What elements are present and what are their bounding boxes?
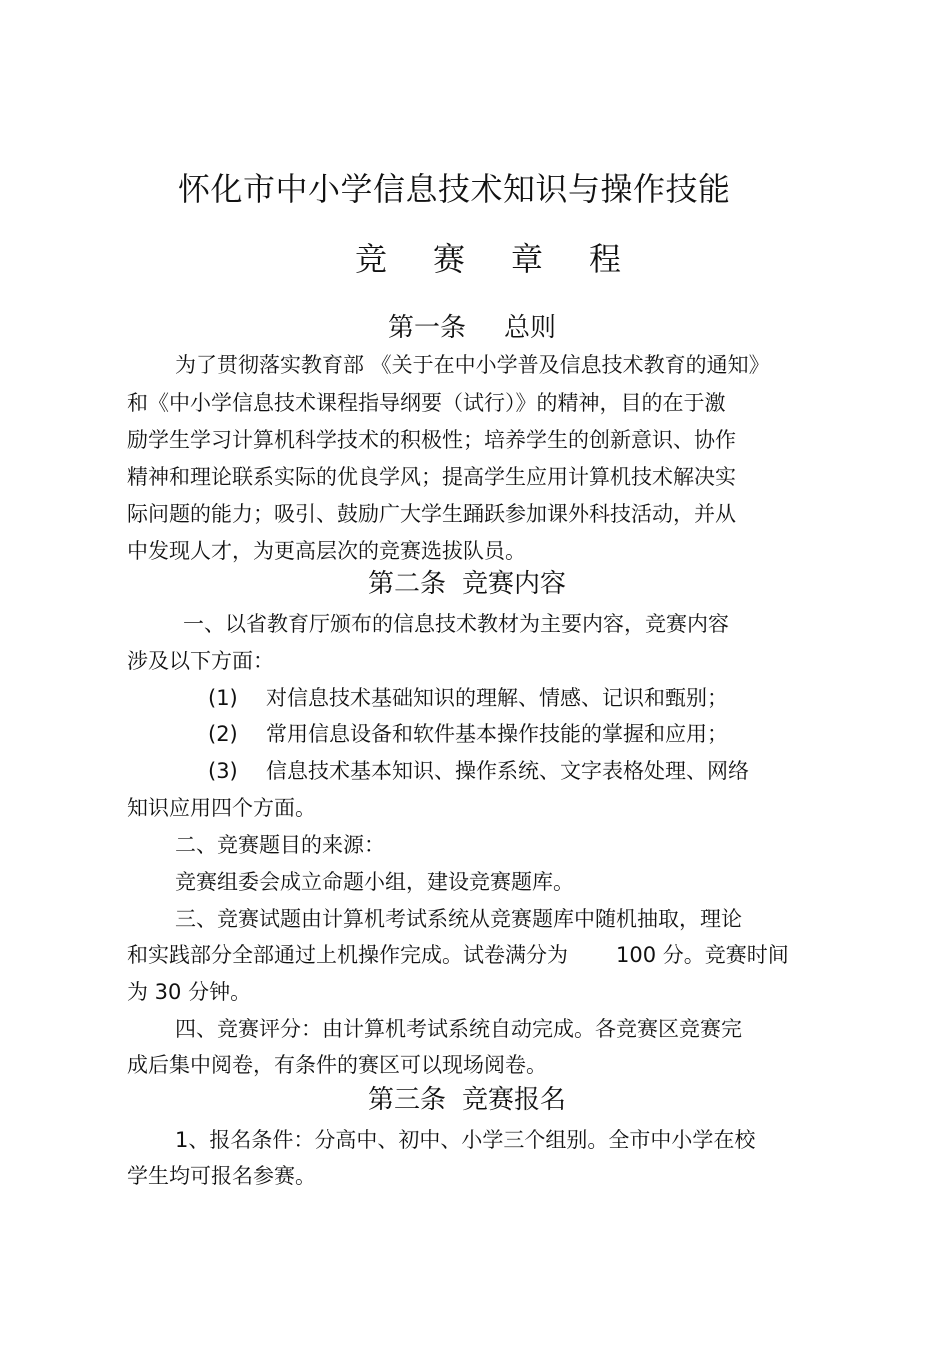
paragraph-line: 为 30 分钟。 xyxy=(127,980,252,1004)
article-2-number: 第二条 xyxy=(368,569,447,599)
paragraph-line: 一、以省教育厅颁布的信息技术教材为主要内容，竞赛内容 xyxy=(183,612,729,636)
paragraph-line: 中发现人才，为更高层次的竞赛选拔队员。 xyxy=(127,539,526,563)
list-item-text: 对信息技术基础知识的理解、情感、记识和甄别； xyxy=(266,686,728,710)
paragraph-line: 成后集中阅卷，有条件的赛区可以现场阅卷。 xyxy=(127,1053,547,1077)
paragraph-line: 际问题的能力；吸引、鼓励广大学生踊跃参加课外科技活动，并从 xyxy=(127,502,736,526)
article-1-heading xyxy=(388,315,556,341)
document-title: 怀化市中小学信息技术知识与操作技能 xyxy=(178,170,731,208)
list-item-number: (1) xyxy=(208,686,238,710)
article-1-title: 总则 xyxy=(504,313,557,343)
paragraph-line: 四、竞赛评分：由计算机考试系统自动完成。各竞赛区竞赛完 xyxy=(175,1017,742,1041)
list-item-text: 信息技术基本知识、操作系统、文字表格处理、网络 xyxy=(266,759,749,783)
list-item-continuation: 知识应用四个方面。 xyxy=(127,796,316,820)
paragraph-line: 三、竞赛试题由计算机考试系统从竞赛题库中随机抽取，理论 xyxy=(175,907,742,931)
exam-text-b: 100 分。竞赛时间 xyxy=(616,943,789,967)
document-subtitle xyxy=(355,240,622,278)
paragraph-line: 为了贯彻落实教育部 《关于在中小学普及信息技术教育的通知》 xyxy=(175,353,770,377)
paragraph-line: 和《中小学信息技术课程指导纲要（试行）》的精神，目的在于激 xyxy=(127,391,726,415)
article-3-title: 竞赛报名 xyxy=(462,1085,567,1115)
paragraph-line: 精神和理论联系实际的优良学风；提高学生应用计算机技术解决实 xyxy=(127,465,736,489)
paragraph-line: 竞赛组委会成立命题小组，建设竞赛题库。 xyxy=(175,870,574,894)
article-2-heading xyxy=(368,571,566,597)
paragraph-line xyxy=(127,945,789,966)
list-item-number: (3) xyxy=(208,759,238,783)
exam-text-a: 和实践部分全部通过上机操作完成。试卷满分为 xyxy=(127,943,568,967)
subtitle-char: 章 xyxy=(511,240,544,278)
subtitle-char: 赛 xyxy=(433,240,466,278)
paragraph-line: 1、报名条件：分高中、初中、小学三个组别。全市中小学在校 xyxy=(175,1128,756,1152)
article-1-number: 第一条 xyxy=(388,313,467,343)
subtitle-char: 程 xyxy=(589,240,622,278)
paragraph-line: 涉及以下方面： xyxy=(127,649,274,673)
article-3-heading xyxy=(368,1087,566,1113)
list-item-number: (2) xyxy=(208,722,238,746)
paragraph-line: 励学生学习计算机科学技术的积极性；培养学生的创新意识、协作 xyxy=(127,428,736,452)
article-2-title: 竞赛内容 xyxy=(462,569,567,599)
paragraph-line: 二、竞赛题目的来源： xyxy=(175,833,385,857)
list-item-text: 常用信息设备和软件基本操作技能的掌握和应用； xyxy=(266,722,728,746)
paragraph-line: 学生均可报名参赛。 xyxy=(127,1164,316,1188)
subtitle-char: 竞 xyxy=(355,240,388,278)
article-3-number: 第三条 xyxy=(368,1085,447,1115)
